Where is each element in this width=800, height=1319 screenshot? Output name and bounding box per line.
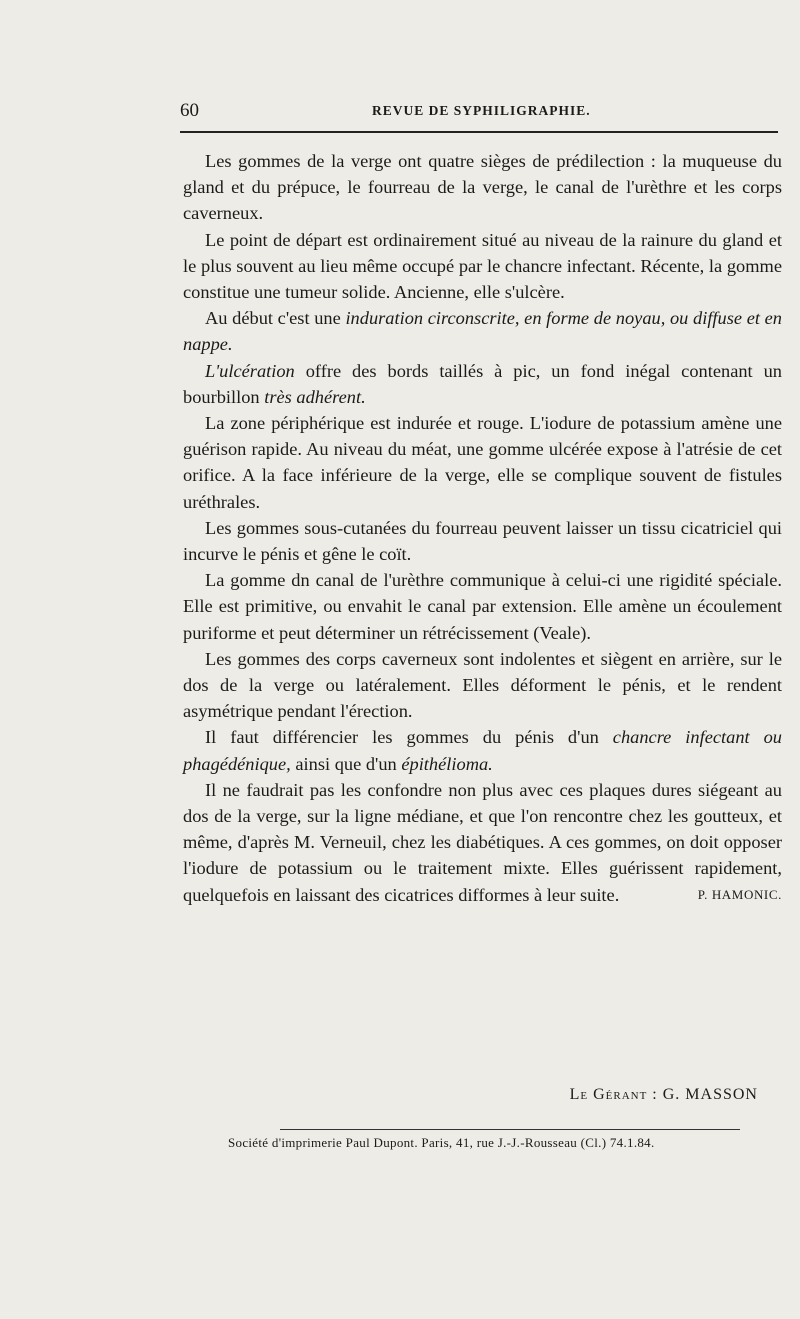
- text-run: La zone périphérique est indurée et rouge. L'iodure de potassium amène une guérison rapide. Au niveau du méat, une gomme ulcérée expose à l'atrésie de cet orifice. A la face inférieure de la verge, elle se complique souvent de fistules uréthrales.: [183, 413, 782, 512]
- paragraph: [183, 305, 782, 357]
- paragraph: [183, 567, 782, 646]
- text-run: ainsi que d'un: [290, 753, 402, 774]
- text-run: Il faut différencier les gommes du pénis d'un: [205, 727, 613, 748]
- text-run: Les gommes de la verge ont quatre sièges de prédilection : la muqueuse du gland et du prépuce, le fourreau de la verge, le canal de l'urèthre et les corps caverneux.: [183, 151, 782, 224]
- text-run: Les gommes sous-cutanées du fourreau peuvent laisser un tissu cicatriciel qui incurve le pénis et gêne le coït.: [183, 517, 782, 565]
- paragraph: [183, 724, 782, 776]
- text-run: Le point de départ est ordinairement situé au niveau de la rainure du gland et le plus souvent au lieu même occupé par le chancre infectant. Récente, la gomme constitue une tumeur solide. Ancienne, elle s'ulcère.: [183, 229, 782, 303]
- paragraph: [183, 227, 782, 306]
- text-run: La gomme dn canal de l'urèthre communique à celui-ci une rigidité spéciale. Elle est primitive, ou envahit le canal par extension. Elle amène un écoulement puriforme et peut déterminer un rétrécissement (Veale).: [183, 570, 782, 643]
- paragraph: [183, 646, 782, 725]
- italic-text: induration circonscrite, en forme de noyau, ou diffuse et en nappe.: [183, 308, 783, 355]
- text-run: Il ne faudrait pas les confondre non plus avec ces plaques dures siégeant au dos de la verge, sur la ligne médiane, et que l'on rencontre chez les goutteux, et même, d'après M. Verneuil, chez les diabétiques. A ces gommes, on doit opposer l'iodure de potassium ou le traitement mixte. Elles guérissent rapidement, quelquefois en laissant des cicatrices difformes à leur suite.: [183, 779, 782, 905]
- paragraph: [183, 515, 782, 567]
- italic-text: chancre infectant ou phagédénique,: [183, 727, 783, 774]
- italic-text: L'ulcération: [205, 360, 295, 381]
- journal-title: REVUE DE SYPHILIGRAPHIE.: [372, 103, 591, 118]
- text-run: Au début c'est une: [205, 308, 346, 329]
- text-run: Les gommes des corps caverneux sont indolentes et siègent en arrière, sur le dos de la verge ou latéralement. Elles déforment le pénis, et le rendent asymétrique pendant l'érection.: [183, 648, 782, 722]
- printer-imprint: Société d'imprimerie Paul Dupont. Paris, 41, rue J.-J.-Rousseau (Cl.) 74.1.84.: [228, 1135, 655, 1150]
- header-rule: [180, 131, 778, 133]
- paragraph: [183, 148, 782, 227]
- footer-rule: [280, 1129, 740, 1130]
- text-run: offre des bords taillés à pic, un fond inégal contenant un bourbillon: [183, 360, 782, 407]
- italic-text: très adhérent.: [264, 386, 366, 407]
- paragraph: [183, 358, 782, 410]
- running-head: [180, 100, 780, 122]
- paragraph: [183, 410, 782, 515]
- article-body: [183, 148, 782, 908]
- author-signature: P. HAMONIC.: [697, 886, 782, 902]
- page-number: 60: [180, 100, 199, 121]
- italic-text: épithélioma.: [401, 753, 493, 774]
- gerant-line: Le Gérant : G. MASSON: [569, 1086, 758, 1103]
